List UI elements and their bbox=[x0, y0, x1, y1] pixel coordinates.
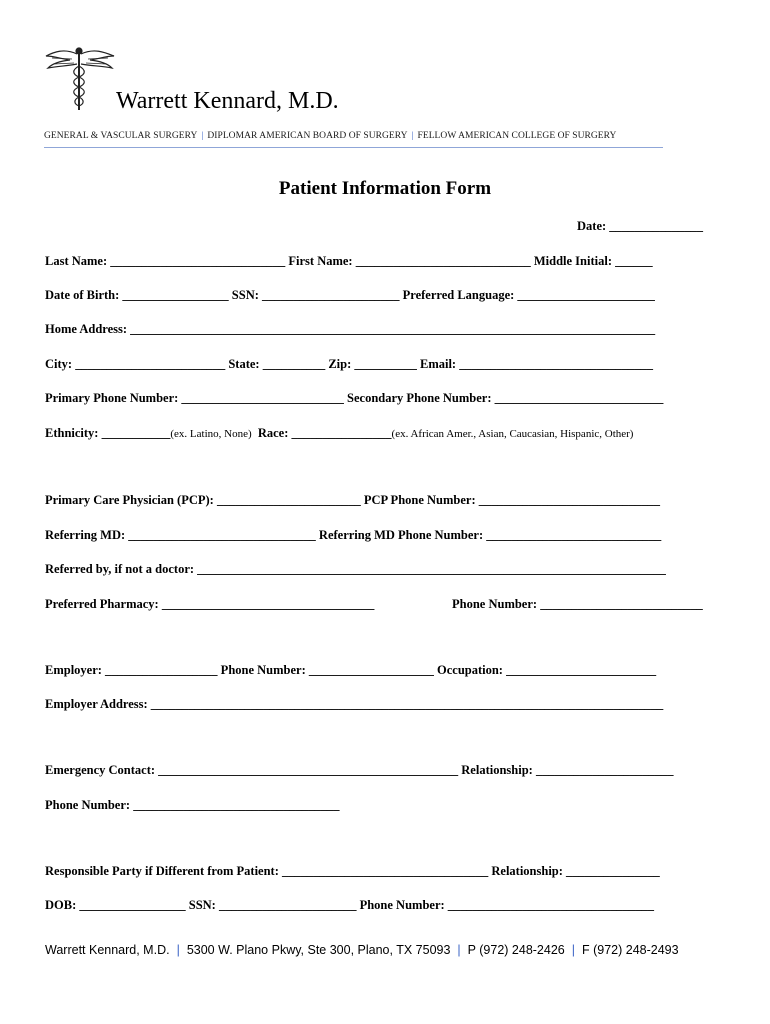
credentials-line bbox=[44, 131, 616, 141]
credential-fellow: FELLOW AMERICAN COLLEGE OF SURGERY bbox=[417, 131, 617, 141]
pharmacy-phone-field[interactable]: Phone Number: __________________________ bbox=[452, 597, 703, 611]
responsible-party-row[interactable]: Responsible Party if Different from Patient: _________________________________ Relationship: _______________ bbox=[45, 864, 660, 878]
phone-numbers-row[interactable]: Primary Phone Number: __________________________ Secondary Phone Number: ___________________________ bbox=[45, 391, 664, 405]
home-address-field[interactable]: Home Address: ____________________________________________________________________________________ bbox=[45, 322, 656, 336]
dob-ssn-language-row[interactable]: Date of Birth: _________________ SSN: ______________________ Preferred Language: ______________________ bbox=[45, 288, 655, 302]
footer-name: Warrett Kennard, M.D. bbox=[45, 943, 170, 957]
date-field[interactable]: Date: _______________ bbox=[577, 219, 704, 233]
preferred-pharmacy-field[interactable]: Preferred Pharmacy: __________________________________ bbox=[45, 597, 375, 611]
doctor-name: Warrett Kennard, M.D. bbox=[116, 88, 339, 114]
caduceus-icon bbox=[44, 46, 116, 112]
emergency-phone-field[interactable]: Phone Number: _________________________________ bbox=[45, 798, 340, 812]
referred-by-field[interactable]: Referred by, if not a doctor: ___________________________________________________________________________ bbox=[45, 562, 666, 576]
separator: | bbox=[176, 943, 180, 957]
responsible-dob-ssn-phone-row[interactable]: DOB: _________________ SSN: ______________________ Phone Number: _________________________________ bbox=[45, 898, 655, 912]
race-hint: (ex. African Amer., Asian, Caucasian, Hispanic, Other) bbox=[391, 428, 634, 440]
employer-row[interactable]: Employer: __________________ Phone Number: ____________________ Occupation: ________________________ bbox=[45, 663, 657, 677]
credential-board: DIPLOMAR AMERICAN BOARD OF SURGERY bbox=[207, 131, 408, 141]
separator: | bbox=[571, 943, 575, 957]
footer-address: 5300 W. Plano Pkwy, Ste 300, Plano, TX 75093 bbox=[186, 943, 451, 957]
referring-md-row[interactable]: Referring MD: ______________________________ Referring MD Phone Number: ____________________________ bbox=[45, 528, 662, 542]
emergency-contact-row[interactable]: Emergency Contact: ________________________________________________ Relationship: ______________________ bbox=[45, 763, 674, 777]
employer-address-field[interactable]: Employer Address: __________________________________________________________________________________ bbox=[45, 697, 664, 711]
city-state-zip-email-row[interactable]: City: ________________________ State: __________ Zip: __________ Email: _______________________________ bbox=[45, 357, 653, 371]
separator: | bbox=[201, 131, 204, 141]
pcp-row[interactable]: Primary Care Physician (PCP): _______________________ PCP Phone Number: _____________________________ bbox=[45, 493, 660, 507]
ethnicity-hint: (ex. Latino, None) bbox=[170, 428, 252, 440]
form-title: Patient Information Form bbox=[278, 178, 492, 199]
separator: | bbox=[411, 131, 414, 141]
footer bbox=[45, 943, 679, 957]
credential-general-surgery: GENERAL & VASCULAR SURGERY bbox=[44, 131, 198, 141]
separator: | bbox=[457, 943, 461, 957]
ethnicity-field[interactable]: Ethnicity: ___________ bbox=[45, 426, 171, 440]
footer-fax: F (972) 248-2493 bbox=[582, 943, 679, 957]
name-fields-row[interactable]: Last Name: ____________________________ First Name: ____________________________ Middle Initial: ______ bbox=[45, 254, 653, 268]
ethnicity-race-row[interactable] bbox=[45, 426, 633, 441]
race-field[interactable]: Race: ________________ bbox=[257, 426, 392, 440]
header-divider bbox=[44, 147, 663, 148]
footer-phone: P (972) 248-2426 bbox=[467, 943, 565, 957]
